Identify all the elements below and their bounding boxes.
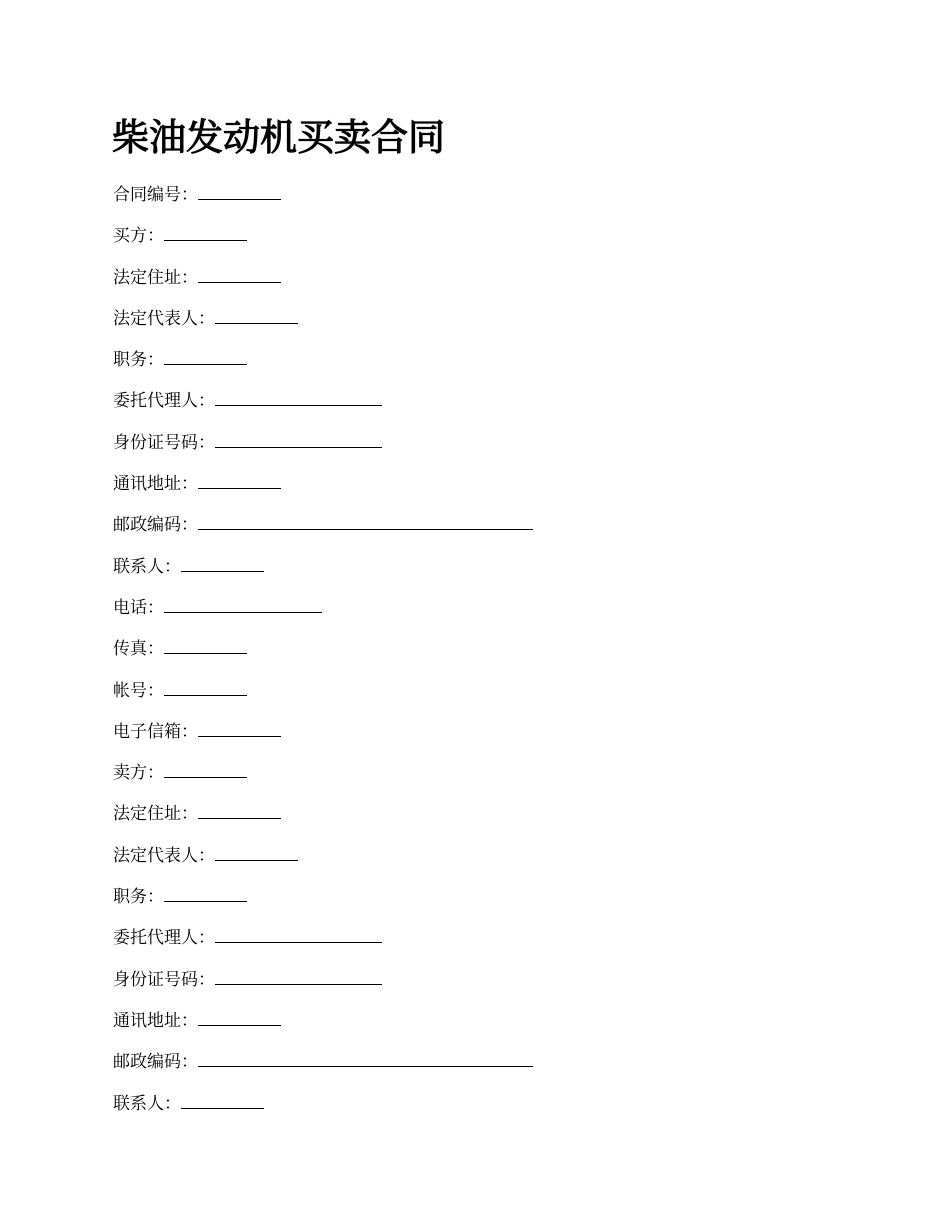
fill-blank bbox=[164, 593, 322, 613]
field-label: 卖方： bbox=[113, 763, 164, 784]
fill-blank bbox=[198, 510, 533, 530]
field-label: 邮政编码： bbox=[113, 515, 198, 536]
field-buyer-postcode bbox=[113, 510, 533, 551]
field-seller-mailing-address bbox=[113, 1006, 533, 1047]
contract-fields bbox=[113, 180, 533, 1130]
fill-blank bbox=[164, 221, 247, 241]
field-seller-agent bbox=[113, 923, 533, 964]
field-label: 合同编号： bbox=[113, 185, 198, 205]
fill-blank bbox=[164, 882, 247, 902]
field-buyer-legal-rep bbox=[113, 304, 533, 345]
fill-blank bbox=[215, 386, 382, 406]
field-seller-legal-rep bbox=[113, 841, 533, 882]
field-label: 电话： bbox=[113, 597, 164, 618]
field-buyer-email bbox=[113, 717, 533, 758]
field-buyer-fax bbox=[113, 634, 533, 675]
field-label: 法定代表人： bbox=[113, 308, 215, 329]
fill-blank bbox=[215, 965, 382, 985]
field-label: 身份证号码： bbox=[113, 969, 215, 990]
field-buyer-account bbox=[113, 676, 533, 717]
field-buyer-contact bbox=[113, 552, 533, 593]
field-label: 身份证号码： bbox=[113, 432, 215, 453]
fill-blank bbox=[164, 634, 247, 654]
fill-blank bbox=[215, 304, 298, 324]
fill-blank bbox=[198, 469, 281, 489]
fill-blank bbox=[198, 717, 281, 737]
field-buyer-id-number bbox=[113, 428, 533, 469]
field-seller-position bbox=[113, 882, 533, 923]
fill-blank bbox=[181, 552, 264, 572]
field-label: 联系人： bbox=[113, 1093, 181, 1114]
field-label: 帐号： bbox=[113, 680, 164, 701]
field-seller-address bbox=[113, 799, 533, 840]
field-label: 通讯地址： bbox=[113, 1010, 198, 1031]
field-seller-id-number bbox=[113, 965, 533, 1006]
field-label: 通讯地址： bbox=[113, 474, 198, 495]
field-buyer-phone bbox=[113, 593, 533, 634]
fill-blank bbox=[215, 923, 382, 943]
fill-blank bbox=[198, 799, 281, 819]
field-label: 委托代理人： bbox=[113, 928, 215, 949]
fill-blank bbox=[181, 1089, 264, 1109]
field-label: 联系人： bbox=[113, 556, 181, 577]
field-label: 法定代表人： bbox=[113, 845, 215, 866]
field-label: 法定住址： bbox=[113, 267, 198, 288]
field-contract-number bbox=[113, 180, 533, 221]
field-label: 委托代理人： bbox=[113, 391, 215, 412]
fill-blank bbox=[164, 758, 247, 778]
fill-blank bbox=[198, 263, 281, 283]
fill-blank bbox=[164, 676, 247, 696]
field-label: 职务： bbox=[113, 887, 164, 908]
field-label: 法定住址： bbox=[113, 804, 198, 825]
field-buyer-position bbox=[113, 345, 533, 386]
field-label: 职务： bbox=[113, 350, 164, 371]
field-buyer-address bbox=[113, 263, 533, 304]
fill-blank bbox=[198, 180, 281, 200]
field-seller bbox=[113, 758, 533, 799]
field-buyer-mailing-address bbox=[113, 469, 533, 510]
fill-blank bbox=[198, 1006, 281, 1026]
field-label: 传真： bbox=[113, 639, 164, 660]
fill-blank bbox=[198, 1047, 533, 1067]
field-buyer-agent bbox=[113, 386, 533, 427]
field-buyer bbox=[113, 221, 533, 262]
document-title: 柴油发动机买卖合同 bbox=[112, 115, 445, 159]
field-label: 买方： bbox=[113, 226, 164, 247]
fill-blank bbox=[164, 345, 247, 365]
field-seller-postcode bbox=[113, 1047, 533, 1088]
fill-blank bbox=[215, 841, 298, 861]
field-label: 邮政编码： bbox=[113, 1052, 198, 1073]
fill-blank bbox=[215, 428, 382, 448]
field-seller-contact bbox=[113, 1089, 533, 1130]
field-label: 电子信箱： bbox=[113, 721, 198, 742]
